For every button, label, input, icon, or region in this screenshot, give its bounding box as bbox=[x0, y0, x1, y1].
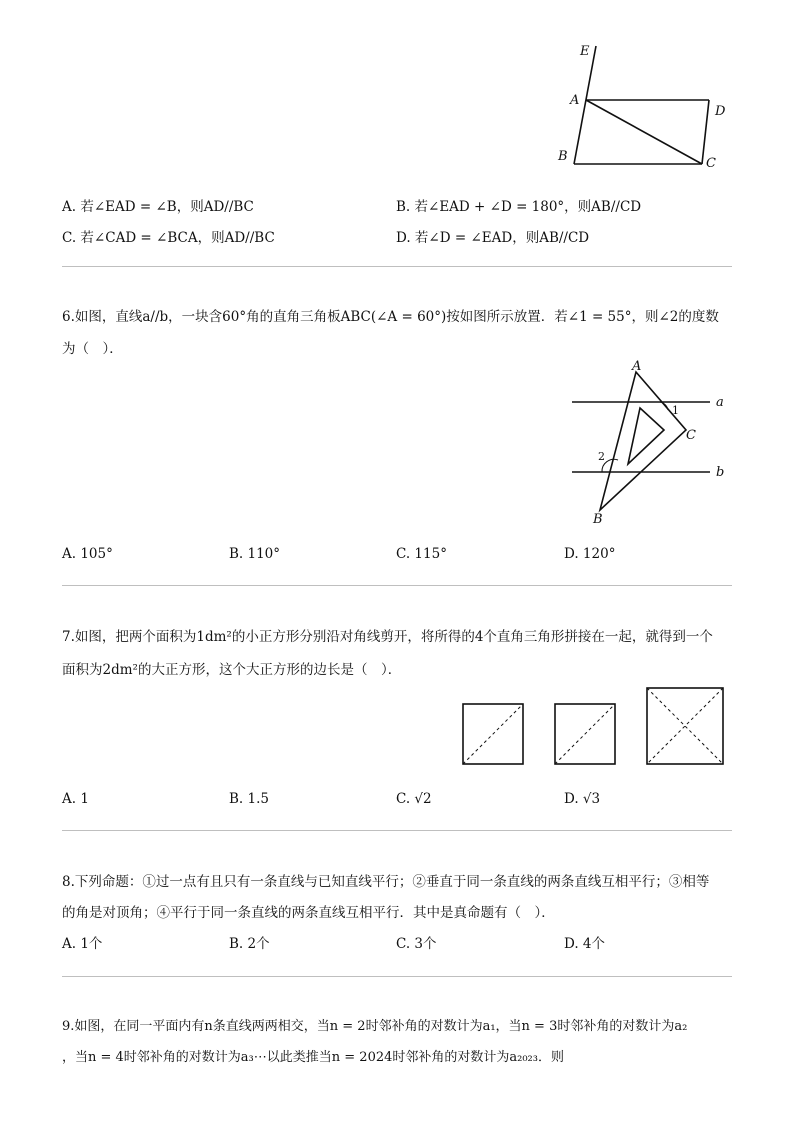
q8-stem-line1: 8.下列命题：①过一点有且只有一条直线与已知直线平行；②垂直于同一条直线的两条直线互相平行；③相等 bbox=[62, 874, 710, 890]
label-D: D bbox=[715, 104, 726, 119]
q8-option-d[interactable]: D. 4个 bbox=[564, 936, 606, 952]
label-E: E bbox=[580, 44, 590, 59]
q7-stem-line1: 7.如图，把两个面积为1dm²的小正方形分别沿对角线剪开，将所得的4个直角三角形拼接在一起，就得到一个 bbox=[62, 629, 713, 645]
label-A: A bbox=[632, 359, 642, 374]
small-square-1-diagonal bbox=[463, 704, 523, 764]
q9-stem-line2: ，当n = 4时邻补角的对数计为a₃⋯以此类推当n = 2024时邻补角的对数计为a₂₀₂₃．则 bbox=[62, 1050, 564, 1065]
divider bbox=[62, 266, 732, 267]
small-square-2-diagonal bbox=[555, 704, 615, 764]
q5-option-d[interactable]: D. 若∠D = ∠EAD，则AB//CD bbox=[396, 230, 590, 246]
label-b: b bbox=[716, 465, 725, 480]
q8-option-a[interactable]: A. 1个 bbox=[62, 936, 103, 952]
q7-stem-line2: 面积为2dm²的大正方形，这个大正方形的边长是（ ）． bbox=[62, 662, 402, 678]
triangle-outer bbox=[600, 372, 686, 510]
label-angle-2: 2 bbox=[598, 450, 605, 463]
label-C: C bbox=[686, 428, 696, 443]
q6-stem-line1: 6.如图，直线a//b，一块含60°角的直角三角板ABC(∠A = 60°)按如图所示放置．若∠1 = 55°，则∠2的度数 bbox=[62, 309, 719, 325]
q7-option-b[interactable]: B. 1.5 bbox=[229, 791, 269, 807]
divider bbox=[62, 830, 732, 831]
label-A: A bbox=[570, 93, 580, 108]
label-B: B bbox=[558, 149, 568, 164]
divider bbox=[62, 585, 732, 586]
q6-option-c[interactable]: C. 115° bbox=[396, 546, 447, 562]
q6-stem-line2: 为（ ）． bbox=[62, 341, 123, 357]
q6-option-b[interactable]: B. 110° bbox=[229, 546, 281, 562]
q8-option-c[interactable]: C. 3个 bbox=[396, 936, 437, 952]
q6-figure bbox=[560, 360, 740, 530]
q6-option-d[interactable]: D. 120° bbox=[564, 546, 616, 562]
divider bbox=[62, 976, 732, 977]
q8-stem-line2: 的角是对顶角；④平行于同一条直线的两条直线互相平行．其中是真命题有（ ）． bbox=[62, 905, 555, 921]
q5-option-a[interactable]: A. 若∠EAD = ∠B，则AD//BC bbox=[62, 199, 254, 215]
q9-stem-line1: 9.如图，在同一平面内有n条直线两两相交，当n = 2时邻补角的对数计为a₁，当n = 3时邻补角的对数计为a₂ bbox=[62, 1019, 688, 1034]
q7-option-a[interactable]: A. 1 bbox=[62, 791, 89, 807]
label-a: a bbox=[716, 395, 724, 410]
q5-option-b[interactable]: B. 若∠EAD + ∠D = 180°，则AB//CD bbox=[396, 199, 642, 215]
q6-option-a[interactable]: A. 105° bbox=[62, 546, 113, 562]
q7-figure bbox=[455, 682, 735, 772]
q8-option-b[interactable]: B. 2个 bbox=[229, 936, 270, 952]
q5-option-c[interactable]: C. 若∠CAD = ∠BCA，则AD//BC bbox=[62, 230, 275, 246]
segment-DC bbox=[702, 100, 709, 164]
q7-option-c[interactable]: C. √2 bbox=[396, 791, 432, 807]
label-angle-1: 1 bbox=[672, 404, 679, 417]
label-C: C bbox=[706, 156, 716, 171]
segment-AC bbox=[586, 100, 702, 164]
q7-option-d[interactable]: D. √3 bbox=[564, 791, 601, 807]
q5-figure bbox=[540, 40, 740, 180]
label-B: B bbox=[593, 512, 603, 527]
